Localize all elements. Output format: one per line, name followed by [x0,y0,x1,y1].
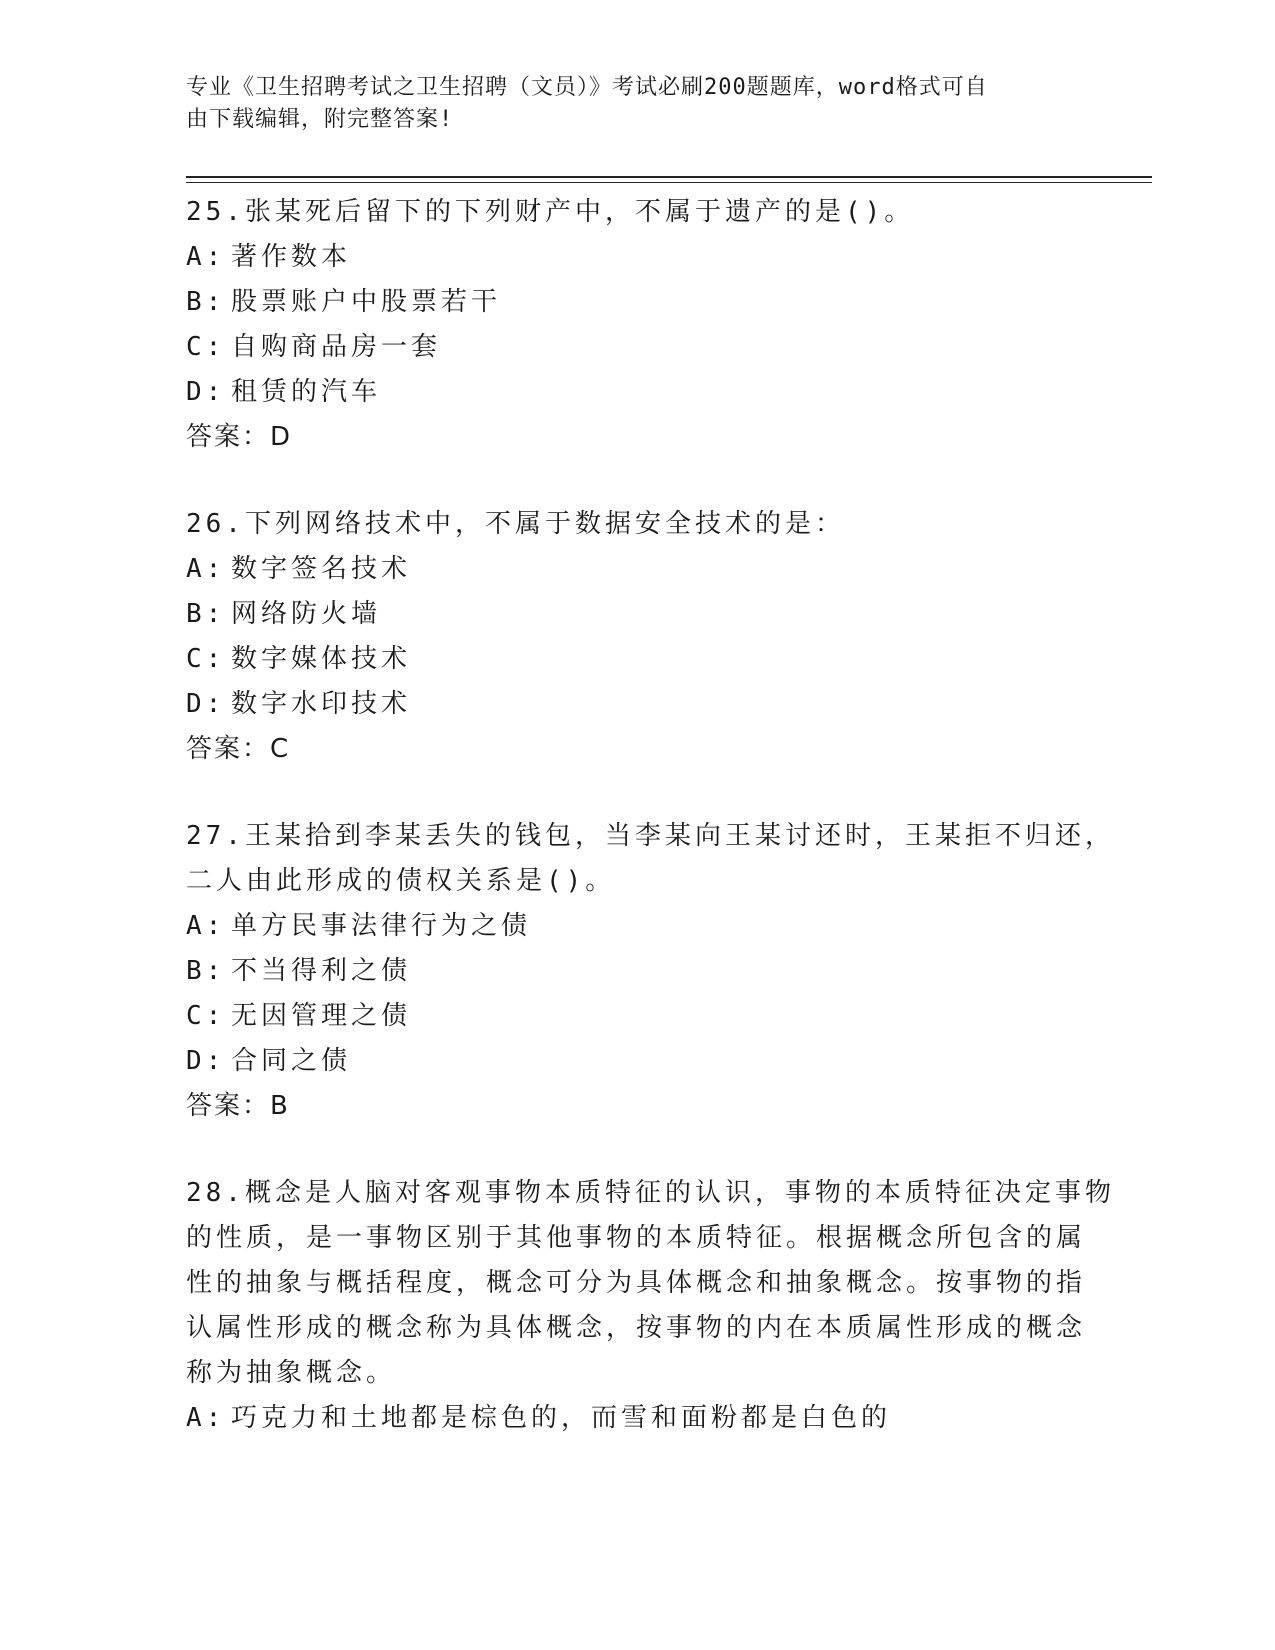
question-text-line-5: 称为抽象概念。 [186,1358,397,1388]
option-a [186,1396,1086,1441]
option-key: A: [186,554,226,584]
document-header [186,72,1066,136]
option-b [186,592,1086,637]
option-c [186,637,1086,682]
option-d [186,682,1086,727]
option-key: A: [186,1403,226,1433]
question-text-line-4: 认属性形成的概念称为具体概念，按事物的内在本质属性形成的概念 [186,1313,1087,1343]
option-text: 不当得利之债 [231,956,412,986]
option-text: 著作数本 [231,242,352,272]
option-key: C: [186,1001,226,1031]
option-text: 网络防火墙 [231,599,382,629]
header-rule-thin [186,182,1152,183]
option-key: C: [186,332,226,362]
option-key: B: [186,956,226,986]
header-line-2: 由下载编辑，附完整答案! [186,107,454,132]
question-text-line-2: 的性质，是一事物区别于其他事物的本质特征。根据概念所包含的属 [186,1223,1087,1253]
option-key: A: [186,242,226,272]
option-key: D: [186,689,226,719]
question-25 [186,190,1086,460]
option-d [186,370,1086,415]
option-key: D: [186,1046,226,1076]
option-text: 股票账户中股票若干 [231,287,502,317]
option-key: D: [186,377,226,407]
question-text: 25.张某死后留下的下列财产中，不属于遗产的是()。 [186,197,915,227]
question-list [186,190,1115,1483]
question-text-line-2: 二人由此形成的债权关系是()。 [186,866,616,896]
option-text: 单方民事法律行为之债 [231,911,532,941]
option-text: 无因管理之债 [231,1001,412,1031]
answer-line: 答案：C [186,734,291,764]
answer-line: 答案：B [186,1091,290,1121]
option-text: 数字媒体技术 [231,644,412,674]
option-key: B: [186,287,226,317]
question-text-line-1: 27.王某拾到李某丢失的钱包，当李某向王某讨还时，王某拒不归还， [186,821,1115,851]
option-key: C: [186,644,226,674]
question-text-line-1: 28.概念是人脑对客观事物本质特征的认识，事物的本质特征决定事物 [186,1178,1115,1208]
option-a [186,235,1086,280]
option-b [186,280,1086,325]
question-26 [186,502,1086,772]
question-27 [186,814,1115,1129]
option-d [186,1039,1086,1084]
option-text: 巧克力和土地都是棕色的，而雪和面粉都是白色的 [231,1403,892,1433]
question-28 [186,1171,1115,1441]
option-b [186,949,1086,994]
option-text: 数字水印技术 [231,689,412,719]
option-a [186,904,1086,949]
header-rule-thick [186,176,1152,178]
option-text: 合同之债 [231,1046,352,1076]
header-line-1: 专业《卫生招聘考试之卫生招聘（文员）》考试必刷200题题库，word格式可自 [186,75,988,100]
option-c [186,994,1086,1039]
option-text: 自购商品房一套 [231,332,442,362]
option-c [186,325,1086,370]
question-text-line-3: 性的抽象与概括程度，概念可分为具体概念和抽象概念。按事物的指 [186,1268,1087,1298]
answer-line: 答案：D [186,422,293,452]
option-text: 数字签名技术 [231,554,412,584]
option-a [186,547,1086,592]
option-key: B: [186,599,226,629]
option-text: 租赁的汽车 [231,377,382,407]
option-key: A: [186,911,226,941]
question-text: 26.下列网络技术中，不属于数据安全技术的是： [186,509,845,539]
